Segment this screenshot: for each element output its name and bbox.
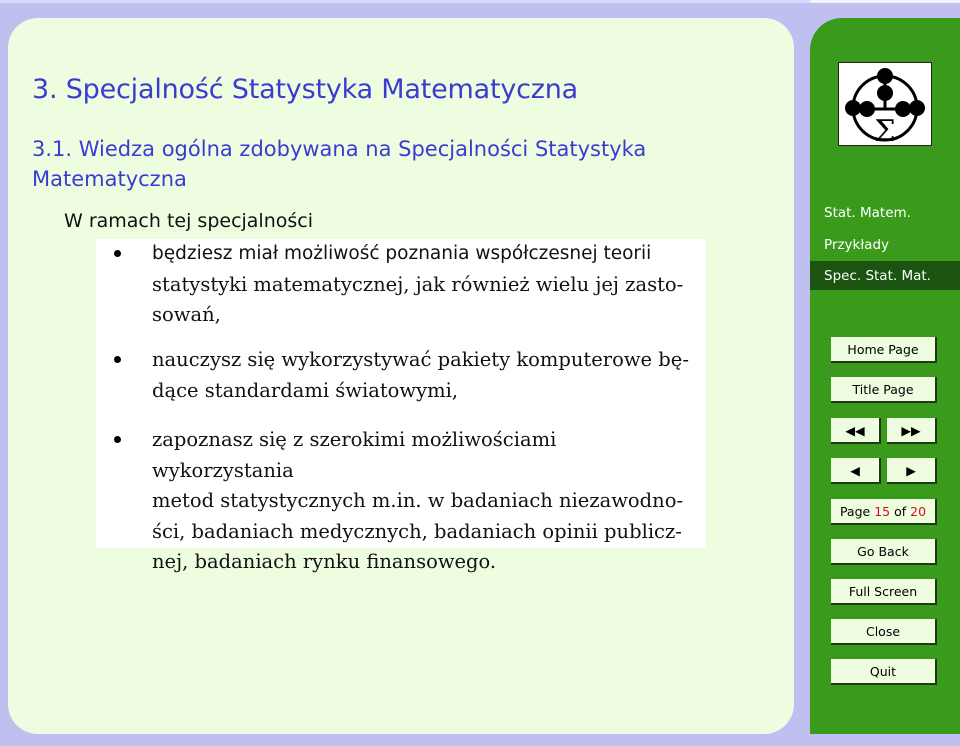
page-current: 15 — [874, 504, 891, 519]
bullet-line: sowań, — [152, 303, 221, 326]
title-page-button[interactable]: Title Page — [831, 377, 937, 403]
section-title: 3. Specjalność Statystyka Matematyczna — [32, 74, 579, 105]
bullet-dot — [114, 250, 121, 257]
list-item — [152, 345, 702, 406]
bullet-line: zapoznasz się z szerokimi możliwościami wykorzystania — [152, 428, 557, 482]
list-item — [152, 425, 702, 578]
subsection-title: 3.1. Wiedza ogólna zdobywana na Specjalności Statystyka Matematyczna — [32, 137, 647, 191]
logo-sigma: Σ — [874, 114, 896, 145]
double-right-arrow-icon: ▶▶ — [901, 423, 921, 438]
sidebar-item-spec-stat-mat[interactable]: Spec. Stat. Mat. — [824, 268, 931, 284]
bullet-line: ści, badaniach medycznych, badaniach opinii publicz- — [152, 519, 682, 543]
logo-graphic — [839, 63, 931, 145]
full-screen-button[interactable]: Full Screen — [831, 579, 937, 605]
intro-text: W ramach tej specjalności — [64, 210, 314, 232]
bullet-line: będziesz miał możliwość poznania współczesnej teorii — [152, 243, 652, 264]
quit-button[interactable]: Quit — [831, 659, 937, 685]
next-page-button[interactable] — [887, 458, 937, 484]
first-page-button[interactable] — [831, 418, 881, 444]
page-total: 20 — [910, 504, 927, 519]
page-indicator — [831, 499, 937, 525]
home-page-button[interactable]: Home Page — [831, 337, 937, 363]
page-prefix: Page — [839, 504, 871, 519]
left-arrow-icon: ◀ — [850, 463, 860, 478]
right-arrow-icon: ▶ — [906, 463, 916, 478]
go-back-button[interactable]: Go Back — [831, 539, 937, 565]
top-strip-right — [810, 0, 960, 3]
bullet-dot — [114, 356, 121, 363]
prev-page-button[interactable] — [831, 458, 881, 484]
close-button[interactable]: Close — [831, 619, 937, 645]
last-page-button[interactable] — [887, 418, 937, 444]
bullet-line: statystyki matematycznej, jak również wielu jej zasto- — [152, 272, 684, 296]
bullet-list — [96, 239, 706, 573]
sidebar-item-przyklady[interactable]: Przykłady — [824, 237, 890, 253]
logo — [838, 62, 932, 146]
page-of: of — [894, 504, 907, 519]
bullet-line: dące standardami światowymi, — [152, 378, 459, 402]
bullet-dot — [114, 436, 121, 443]
sidebar-item-stat-matem[interactable]: Stat. Matem. — [824, 205, 911, 221]
bullet-line: metod statystycznych m.in. w badaniach niezawodno- — [152, 489, 684, 512]
bullet-line: nauczysz się wykorzystywać pakiety komputerowe bę- — [152, 348, 689, 371]
list-item — [152, 239, 702, 331]
double-left-arrow-icon: ◀◀ — [845, 423, 865, 438]
bullet-line: nej, badaniach rynku finansowego. — [152, 550, 497, 573]
